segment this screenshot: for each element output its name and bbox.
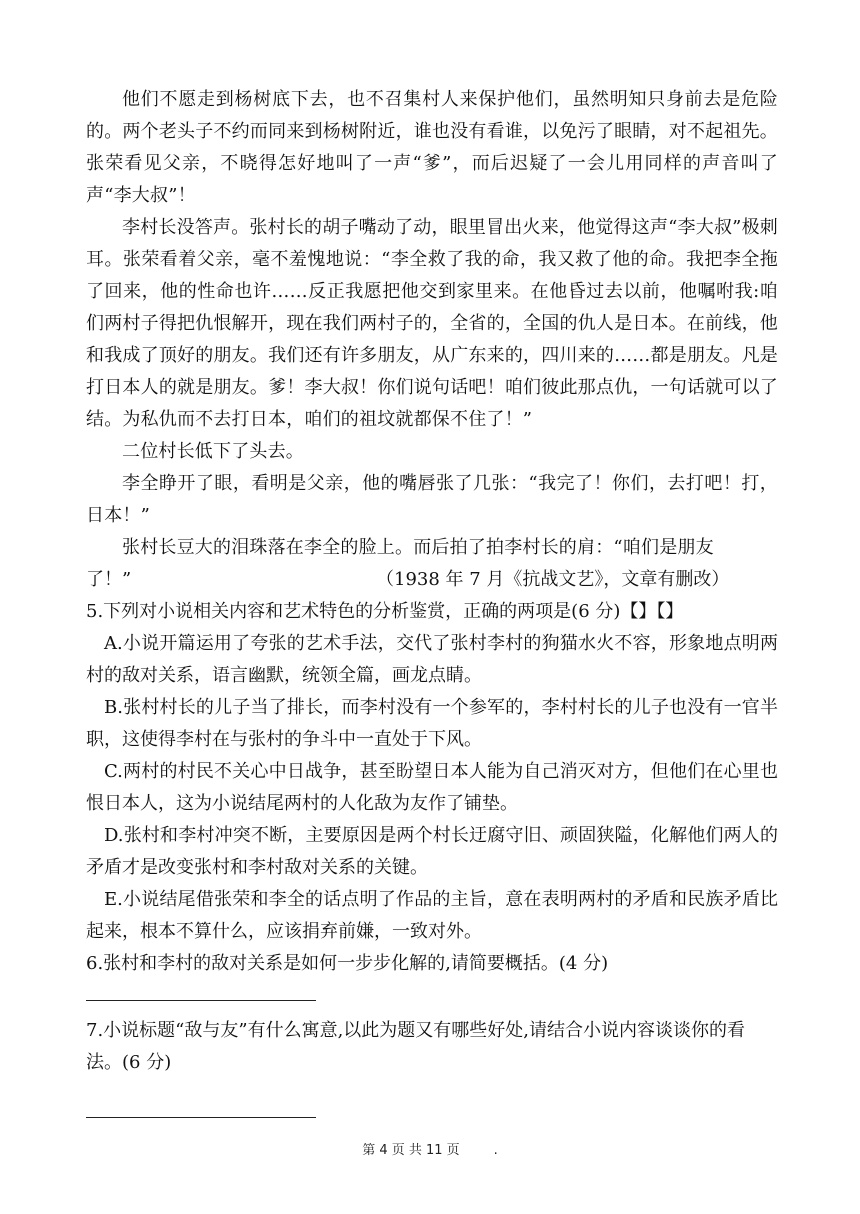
footer-dot: . [493, 1143, 498, 1158]
question-5-option-e: E.小说结尾借张荣和李全的话点明了作品的主旨，意在表明两村的矛盾和民族矛盾比起来，根本不算什么，应该捐弃前嫌，一致对外。 [86, 889, 778, 942]
question-7-stem: 7.小说标题“敌与友”有什么寓意,以此为题又有哪些好处,请结合小说内容谈谈你的看法。(6 分) [86, 1020, 746, 1073]
passage-paragraph-5-end: 了！” [86, 569, 132, 590]
question-5-option-c: C.两村的村民不关心中日战争，甚至盼望日本人能为自己消灭对方，但他们在心里也恨日本人，这为小说结尾两村的人化敌为友作了铺垫。 [86, 761, 778, 814]
source-citation: （1938 年 7 月《抗战文艺》，文章有删改） [376, 569, 730, 590]
question-6-stem: 6.张村和李村的敌对关系是如何一步步化解的,请简要概括。(4 分) [86, 953, 609, 974]
question-5-option-a: A.小说开篇运用了夸张的艺术手法，交代了张村李村的狗猫水火不容，形象地点明两村的敌对关系，语言幽默，统领全篇，画龙点睛。 [86, 633, 778, 686]
question-5-option-b: B.张村村长的儿子当了排长，而李村没有一个参军的，李村村长的儿子也没有一官半职，这使得李村在与张村的争斗中一直处于下风。 [86, 697, 778, 750]
question-5-stem: 5.下列对小说相关内容和艺术特色的分析鉴赏，正确的两项是(6 分)【】【】 [86, 601, 684, 622]
passage-paragraph-4: 李全睁开了眼，看明是父亲，他的嘴唇张了几张：“我完了！你们，去打吧！打，日本！” [86, 473, 778, 526]
passage-ending-with-citation [86, 564, 778, 596]
passage-paragraph-1: 他们不愿走到杨树底下去，也不召集村人来保护他们，虽然明知只身前去是危险的。两个老头子不约而同来到杨树附近，谁也没有看谁，以免污了眼睛，对不起祖先。张荣看见父亲，不晓得怎好地叫了一声“爹”，而后迟疑了一会儿用同样的声音叫了声“李大叔”！ [86, 89, 778, 206]
document-page [86, 84, 778, 1118]
answer-line-7 [86, 1117, 316, 1118]
passage-paragraph-5: 张村长豆大的泪珠落在李全的脸上。而后拍了拍李村长的肩：“咱们是朋友 [122, 537, 714, 558]
answer-space-6 [86, 980, 778, 1000]
passage-paragraph-2: 李村长没答声。张村长的胡子嘴动了动，眼里冒出火来，他觉得这声“李大叔”极刺耳。张荣看着父亲，毫不羞愧地说：“李全救了我的命，我又救了他的命。我把李全拖了回来，他的性命也许……反正我愿把他交到家里来。在他昏过去以前，他嘱咐我:咱们两村子得把仇恨解开，现在我们两村子的，全省的，全国的仇人是日本。在前线，他和我成了顶好的朋友。我们还有许多朋友，从广东来的，四川来的……都是朋友。凡是打日本人的就是朋友。爹！李大叔！你们说句话吧！咱们彼此那点仇，一句话就可以了结。为私仇而不去打日本，咱们的祖坟就都保不住了！” [86, 217, 778, 430]
page-number: 第 4 页 共 11 页 [362, 1143, 460, 1158]
passage-paragraph-3: 二位村长低下了头去。 [122, 441, 304, 462]
page-footer [0, 1139, 860, 1158]
question-5-option-d: D.张村和李村冲突不断，主要原因是两个村长迂腐守旧、顽固狭隘，化解他们两人的矛盾才是改变张村和李村敌对关系的关键。 [86, 825, 778, 878]
answer-space-7 [86, 1079, 778, 1117]
